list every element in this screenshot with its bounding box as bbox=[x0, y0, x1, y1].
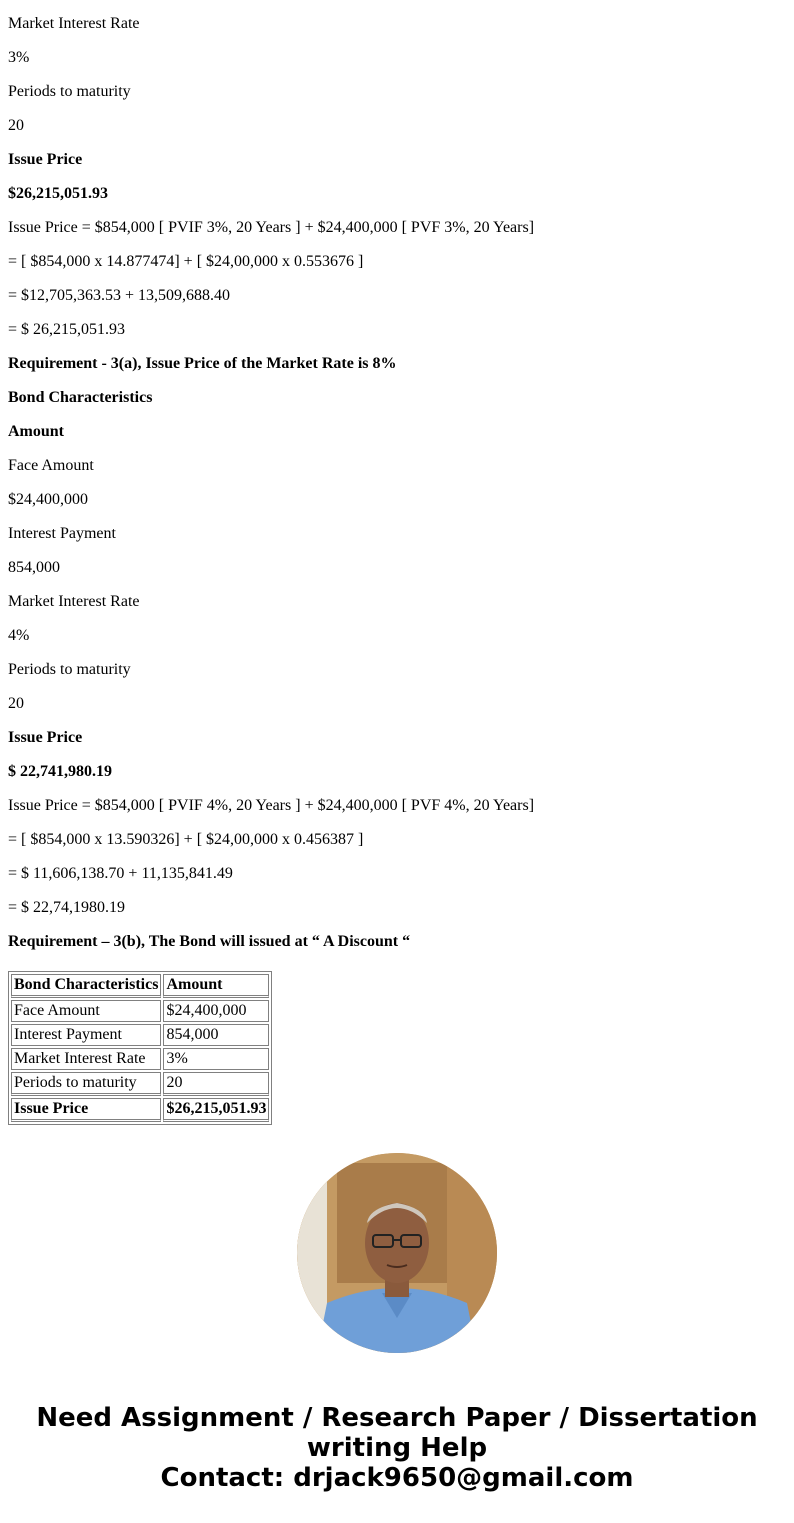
market-rate-label: Market Interest Rate bbox=[8, 15, 140, 32]
table-cell: Face Amount bbox=[11, 1000, 161, 1022]
periods-value: 20 bbox=[8, 117, 24, 134]
periods-value-3a: 20 bbox=[8, 695, 24, 712]
market-rate-value-3a: 4% bbox=[8, 627, 30, 644]
table-total-value: $26,215,051.93 bbox=[163, 1098, 269, 1122]
face-amount-label: Face Amount bbox=[8, 457, 94, 474]
table-cell: Periods to maturity bbox=[11, 1072, 161, 1096]
table-cell: 3% bbox=[163, 1048, 269, 1070]
issue-price-label: Issue Price bbox=[8, 151, 83, 168]
table-cell: 854,000 bbox=[163, 1024, 269, 1046]
clipped-top-line bbox=[8, 0, 788, 7]
requirement-3b-heading: Requirement – 3(b), The Bond will issued at “ A Discount “ bbox=[8, 933, 411, 950]
promo-line-2: writing Help bbox=[306, 1433, 488, 1463]
market-rate-value: 3% bbox=[8, 49, 30, 66]
table-total-row bbox=[11, 1098, 269, 1122]
face-amount-value: $24,400,000 bbox=[8, 491, 88, 508]
table-row bbox=[11, 1072, 269, 1096]
table-cell: $24,400,000 bbox=[163, 1000, 269, 1022]
promo-contact: Contact: drjack9650@gmail.com bbox=[160, 1463, 634, 1493]
document-body bbox=[8, 0, 788, 959]
issue-price-value-3a: $ 22,741,980.19 bbox=[8, 763, 112, 780]
table-cell: Interest Payment bbox=[11, 1024, 161, 1046]
table-row bbox=[11, 1024, 269, 1046]
periods-label-3a: Periods to maturity bbox=[8, 661, 131, 678]
calc-line-4: = $ 26,215,051.93 bbox=[8, 321, 126, 338]
calc-3a-line-1: Issue Price = $854,000 [ PVIF 4%, 20 Years ] + $24,400,000 [ PVF 4%, 20 Years] bbox=[8, 797, 535, 814]
table-row bbox=[11, 1000, 269, 1022]
promo-line-1: Need Assignment / Research Paper / Dissertation bbox=[36, 1403, 758, 1433]
table-cell: 20 bbox=[163, 1072, 269, 1096]
table-header-characteristics: Bond Characteristics bbox=[11, 974, 161, 998]
bond-characteristics-label: Bond Characteristics bbox=[8, 389, 153, 406]
table-header-row bbox=[11, 974, 269, 998]
table-row bbox=[11, 1048, 269, 1070]
interest-payment-label: Interest Payment bbox=[8, 525, 116, 542]
table-header-amount: Amount bbox=[163, 974, 269, 998]
requirement-3a-heading: Requirement - 3(a), Issue Price of the Market Rate is 8% bbox=[8, 355, 397, 372]
calc-3a-line-2: = [ $854,000 x 13.590326] + [ $24,00,000 x 0.456387 ] bbox=[8, 831, 364, 848]
issue-price-label-3a: Issue Price bbox=[8, 729, 83, 746]
promo-banner bbox=[0, 1403, 794, 1493]
market-rate-label-3a: Market Interest Rate bbox=[8, 593, 140, 610]
periods-label: Periods to maturity bbox=[8, 83, 131, 100]
calc-line-1: Issue Price = $854,000 [ PVIF 3%, 20 Years ] + $24,400,000 [ PVF 3%, 20 Years] bbox=[8, 219, 535, 236]
interest-payment-value: 854,000 bbox=[8, 559, 60, 576]
bond-table bbox=[8, 971, 272, 1125]
table-total-label: Issue Price bbox=[11, 1098, 161, 1122]
avatar-illustration bbox=[297, 1153, 497, 1353]
issue-price-value: $26,215,051.93 bbox=[8, 185, 108, 202]
calc-3a-line-4: = $ 22,74,1980.19 bbox=[8, 899, 126, 916]
table-cell: Market Interest Rate bbox=[11, 1048, 161, 1070]
calc-3a-line-3: = $ 11,606,138.70 + 11,135,841.49 bbox=[8, 865, 233, 882]
calc-line-3: = $12,705,363.53 + 13,509,688.40 bbox=[8, 287, 231, 304]
amount-label: Amount bbox=[8, 423, 65, 440]
calc-line-2: = [ $854,000 x 14.877474] + [ $24,00,000 x 0.553676 ] bbox=[8, 253, 364, 270]
author-avatar bbox=[297, 1153, 497, 1353]
